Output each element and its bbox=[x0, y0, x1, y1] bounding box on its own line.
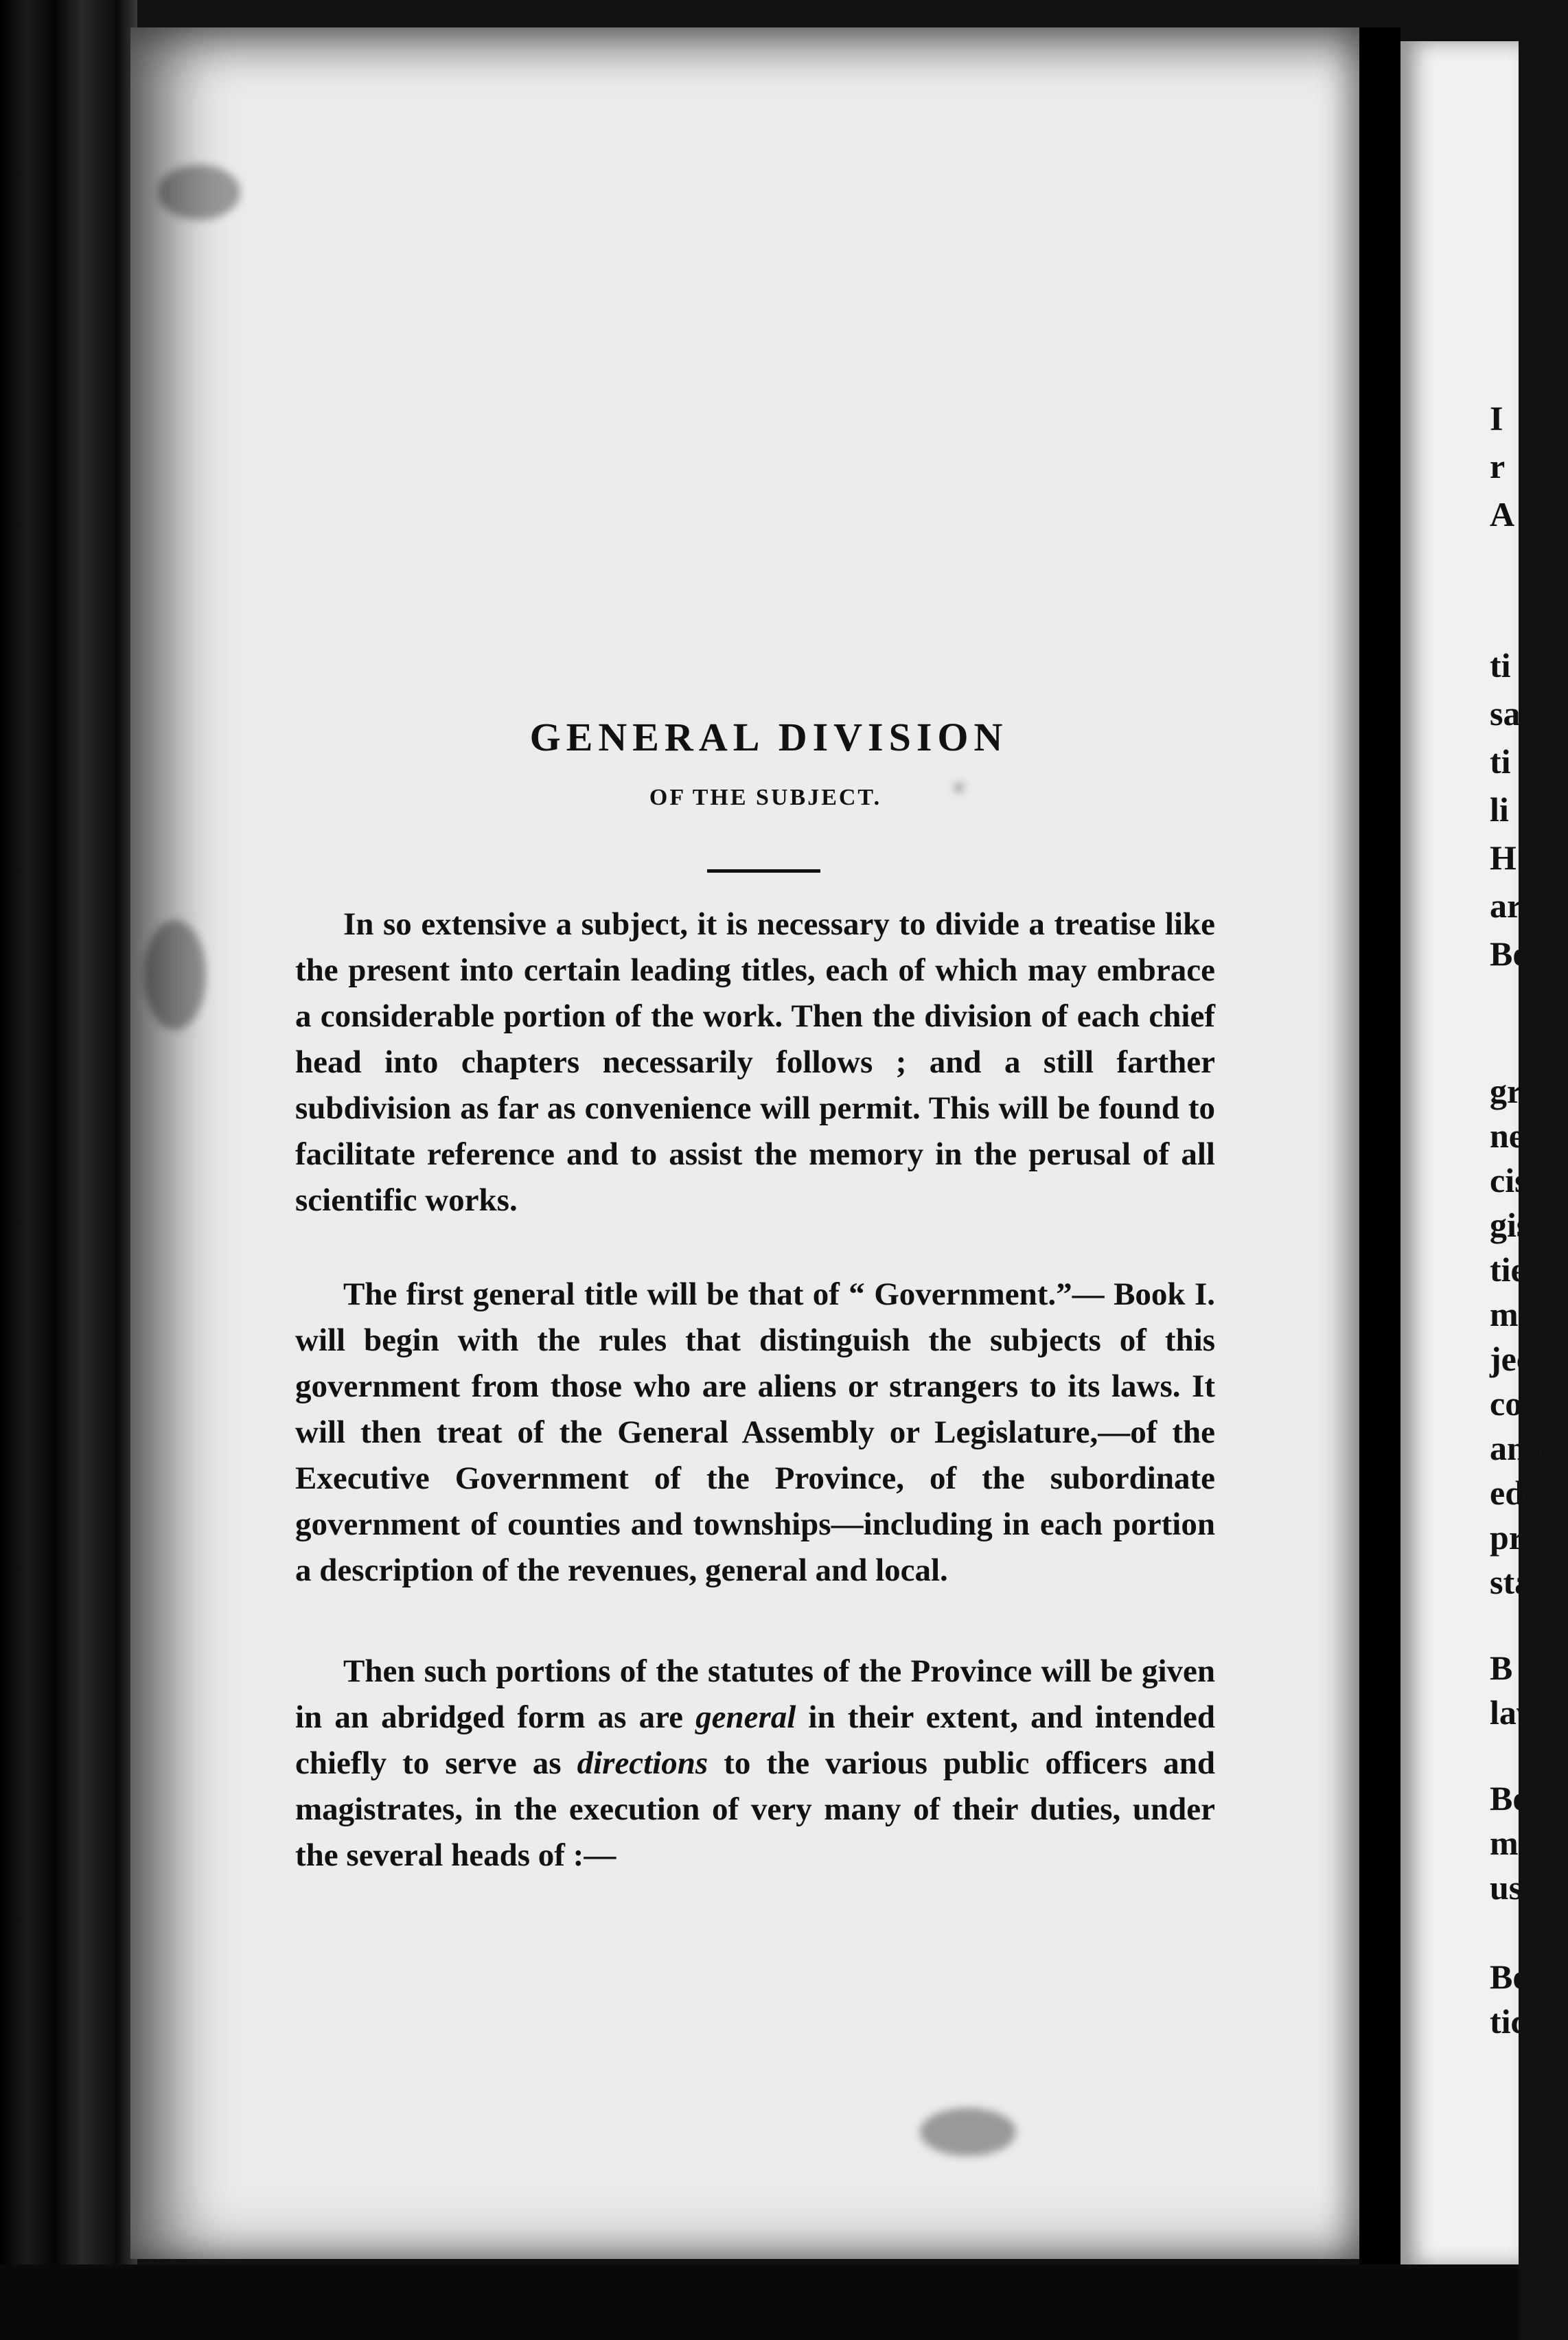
adjacent-fragment: I bbox=[1490, 399, 1503, 437]
adjacent-fragment: and bbox=[1490, 1429, 1545, 1467]
adjacent-fragment: li bbox=[1490, 790, 1509, 829]
adjacent-fragment: law bbox=[1490, 1693, 1541, 1732]
adjacent-fragment: r bbox=[1490, 447, 1506, 485]
paragraph-3-text: to the various public officers and magistrates, in the execution of very many of their duties, under the several heads of :— bbox=[295, 1745, 1215, 1873]
adjacent-fragment: gr bbox=[1490, 1072, 1523, 1110]
adjacent-fragment: H bbox=[1490, 838, 1517, 877]
adjacent-fragment: ne bbox=[1490, 1116, 1524, 1155]
adjacent-fragment: men bbox=[1490, 1295, 1553, 1333]
adjacent-fragment: cis bbox=[1490, 1161, 1528, 1200]
adjacent-fragment: gis bbox=[1490, 1206, 1530, 1244]
adjacent-fragment: con bbox=[1490, 1384, 1541, 1423]
adjacent-page bbox=[1400, 41, 1568, 2266]
adjacent-fragment: move bbox=[1490, 1824, 1568, 1862]
title-rule bbox=[707, 869, 820, 873]
adjacent-fragment: prov bbox=[1490, 1518, 1558, 1557]
paragraph-3 bbox=[295, 1649, 1215, 1879]
paragraph-2: The first general title will be that of “ Government.”— Book I. will begin with the rules that distinguish the subjects of this government from those who are aliens or strangers to its laws. It will then treat of the General Assembly or Legislature,—of the Executive Government of the Province, of the subordinate government of counties and townships—including in each portion a description of the revenues, general and local. bbox=[295, 1276, 1215, 1588]
adjacent-fragment: ti bbox=[1490, 742, 1511, 781]
paragraph-1: In so extensive a subject, it is necessary to divide a treatise like the present into certain leading titles, each of which may embrace a considerable portion of the work. Then the division of each chief head into chapters necessarily follows ; and a still farther subdivision as far as convenience will permit. This will be found to facilitate reference and to assist the memory in the perusal of all scientific works. bbox=[295, 906, 1215, 1218]
section-title: GENERAL DIVISION bbox=[529, 715, 1008, 759]
ink-smudge bbox=[920, 2108, 1016, 2156]
adjacent-fragment: A bbox=[1490, 495, 1515, 534]
adjacent-fragment: sa bbox=[1490, 694, 1521, 733]
scan-bottom-edge bbox=[0, 2264, 1519, 2340]
ink-smudge bbox=[144, 920, 206, 1030]
paragraph-3-emphasis: directions bbox=[577, 1745, 708, 1781]
ink-smudge bbox=[158, 165, 240, 220]
adjacent-fragment: ti bbox=[1490, 646, 1511, 685]
adjacent-fragment: Bo bbox=[1490, 934, 1530, 973]
adjacent-fragment: tice, bbox=[1490, 2002, 1550, 2041]
paragraph-3-emphasis: general bbox=[695, 1699, 796, 1735]
adjacent-fragment: Bo bbox=[1490, 1779, 1530, 1817]
adjacent-fragment: stat bbox=[1490, 1563, 1543, 1601]
paragraph-3-text: Then such portions of the statutes of the Province will be given in an abridged form as are bbox=[295, 1653, 1215, 1735]
adjacent-fragment: ar bbox=[1490, 886, 1523, 925]
scan-binding-edge bbox=[0, 0, 137, 2340]
page-content bbox=[295, 714, 1215, 1879]
adjacent-fragment: ject bbox=[1490, 1340, 1543, 1378]
section-subtitle: OF THE SUBJECT. bbox=[649, 785, 882, 810]
adjacent-fragment: B bbox=[1490, 1649, 1513, 1687]
page-gutter bbox=[1359, 27, 1400, 2278]
adjacent-fragment: usual bbox=[1490, 1868, 1568, 1907]
adjacent-fragment: Bo bbox=[1490, 1958, 1530, 1996]
adjacent-fragment: edit bbox=[1490, 1473, 1545, 1512]
paragraph-3-text: in their extent, and intended chiefly to serve as bbox=[295, 1699, 1215, 1781]
adjacent-fragment: ties bbox=[1490, 1250, 1540, 1289]
